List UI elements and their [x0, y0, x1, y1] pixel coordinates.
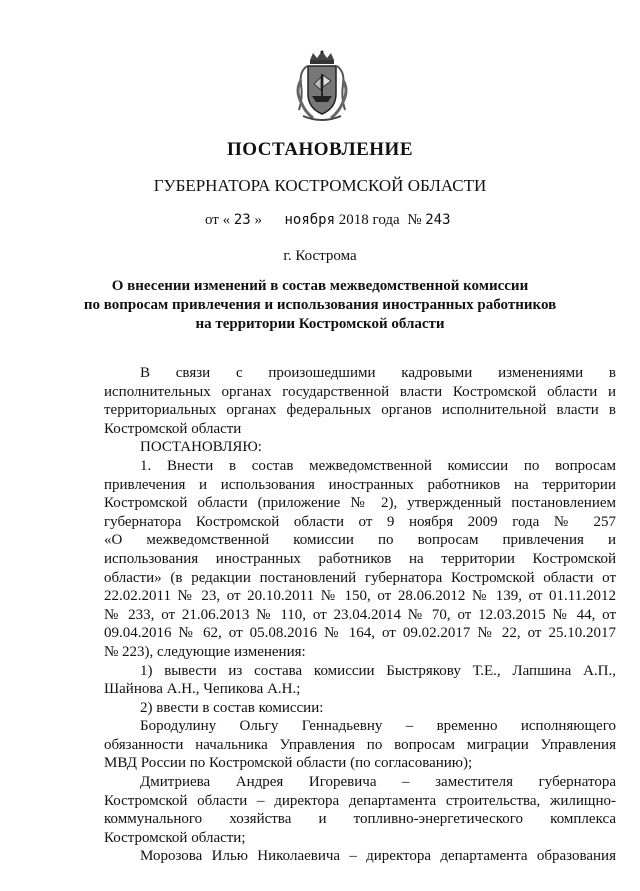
body-line: обязанности начальника Управления по вопросам миграции Управления [104, 736, 616, 753]
document-heading [60, 277, 580, 334]
body-line: 09.04.2016 № 62, от 05.08.2016 № 164, от 09.02.2017 № 22, от 25.10.2017 [104, 625, 616, 642]
heading-line: по вопросам привлечения и использования иностранных работников [83, 297, 557, 313]
body-line: МВД России по Костромской области (по согласованию); [104, 755, 473, 772]
heading-line: О внесении изменений в состав межведомственной комиссии [111, 278, 529, 294]
body-line: Костромской области – директора департамента строительства, жилищно- [104, 792, 616, 809]
date-year: 2018 года [338, 212, 400, 228]
body-line: Костромской области (приложение № 2), утвержденный постановлением [104, 495, 616, 512]
body-line: 2) ввести в состав комиссии: [140, 699, 324, 716]
issuer-title: ГУБЕРНАТОРА КОСТРОМСКОЙ ОБЛАСТИ [153, 176, 487, 195]
date-prefix: от « [205, 212, 231, 228]
body-line: 1. Внести в состав межведомственной комиссии по вопросам [140, 457, 616, 474]
date-day: 23 [233, 212, 251, 228]
body-line: В связи с произошедшими кадровыми изменениями в [140, 365, 616, 381]
document-number: 243 [425, 212, 451, 228]
body-line: Морозова Илью Николаевича – директора департамента образования [140, 848, 616, 865]
body-line: исполнительных органах государственной власти Костромской области и [104, 383, 616, 400]
body-line: ПОСТАНОВЛЯЮ: [140, 439, 262, 456]
coat-of-arms-emblem [293, 50, 351, 126]
body-line: Костромской области [104, 420, 242, 437]
document-title: ПОСТАНОВЛЕНИЕ [226, 139, 414, 160]
number-sign: № [407, 212, 422, 228]
body-line: 22.02.2011 № 23, от 20.10.2011 № 150, от 28.06.2012 № 139, от 01.11.2012 [104, 588, 616, 605]
body-line: № 223), следующие изменения: [104, 643, 306, 660]
body-line: Шайнова А.Н., Чепикова А.Н.; [104, 681, 301, 698]
body-line: губернатора Костромской области от 9 ноября 2009 года № 257 [104, 513, 616, 530]
body-line: Дмитриева Андрея Игоревича – заместителя губернатора [140, 774, 616, 791]
body-line: 1) вывести из состава комиссии Быстрякову Т.Е., Лапшина А.П., [140, 662, 616, 679]
body-line: области» (в редакции постановлений губернатора Костромской области от [104, 569, 616, 586]
document-body [104, 364, 616, 866]
body-line: Костромской области; [104, 829, 246, 846]
date-line [205, 212, 451, 229]
body-line: «О межведомственной комиссии по вопросам привлечения и [104, 532, 616, 549]
body-line: Бородулину Ольгу Геннадьевну – временно исполняющего [140, 718, 616, 735]
date-quote-close: » [254, 212, 262, 228]
heading-line: на территории Костромской области [195, 316, 445, 332]
body-line: использования иностранных работников на территории Костромской [104, 550, 616, 567]
date-month: ноября [284, 212, 336, 228]
body-line: территориальных органах федеральных органов исполнительной власти в [104, 402, 616, 419]
city-name: г. Кострома [283, 248, 357, 264]
body-line: привлечения и использования иностранных работников на территории [104, 476, 616, 493]
body-line: коммунального хозяйства и топливно-энергетического комплекса [104, 811, 616, 828]
body-line: № 233, от 21.06.2013 № 110, от 23.04.2014 № 70, от 12.03.2015 № 44, от [104, 606, 616, 623]
